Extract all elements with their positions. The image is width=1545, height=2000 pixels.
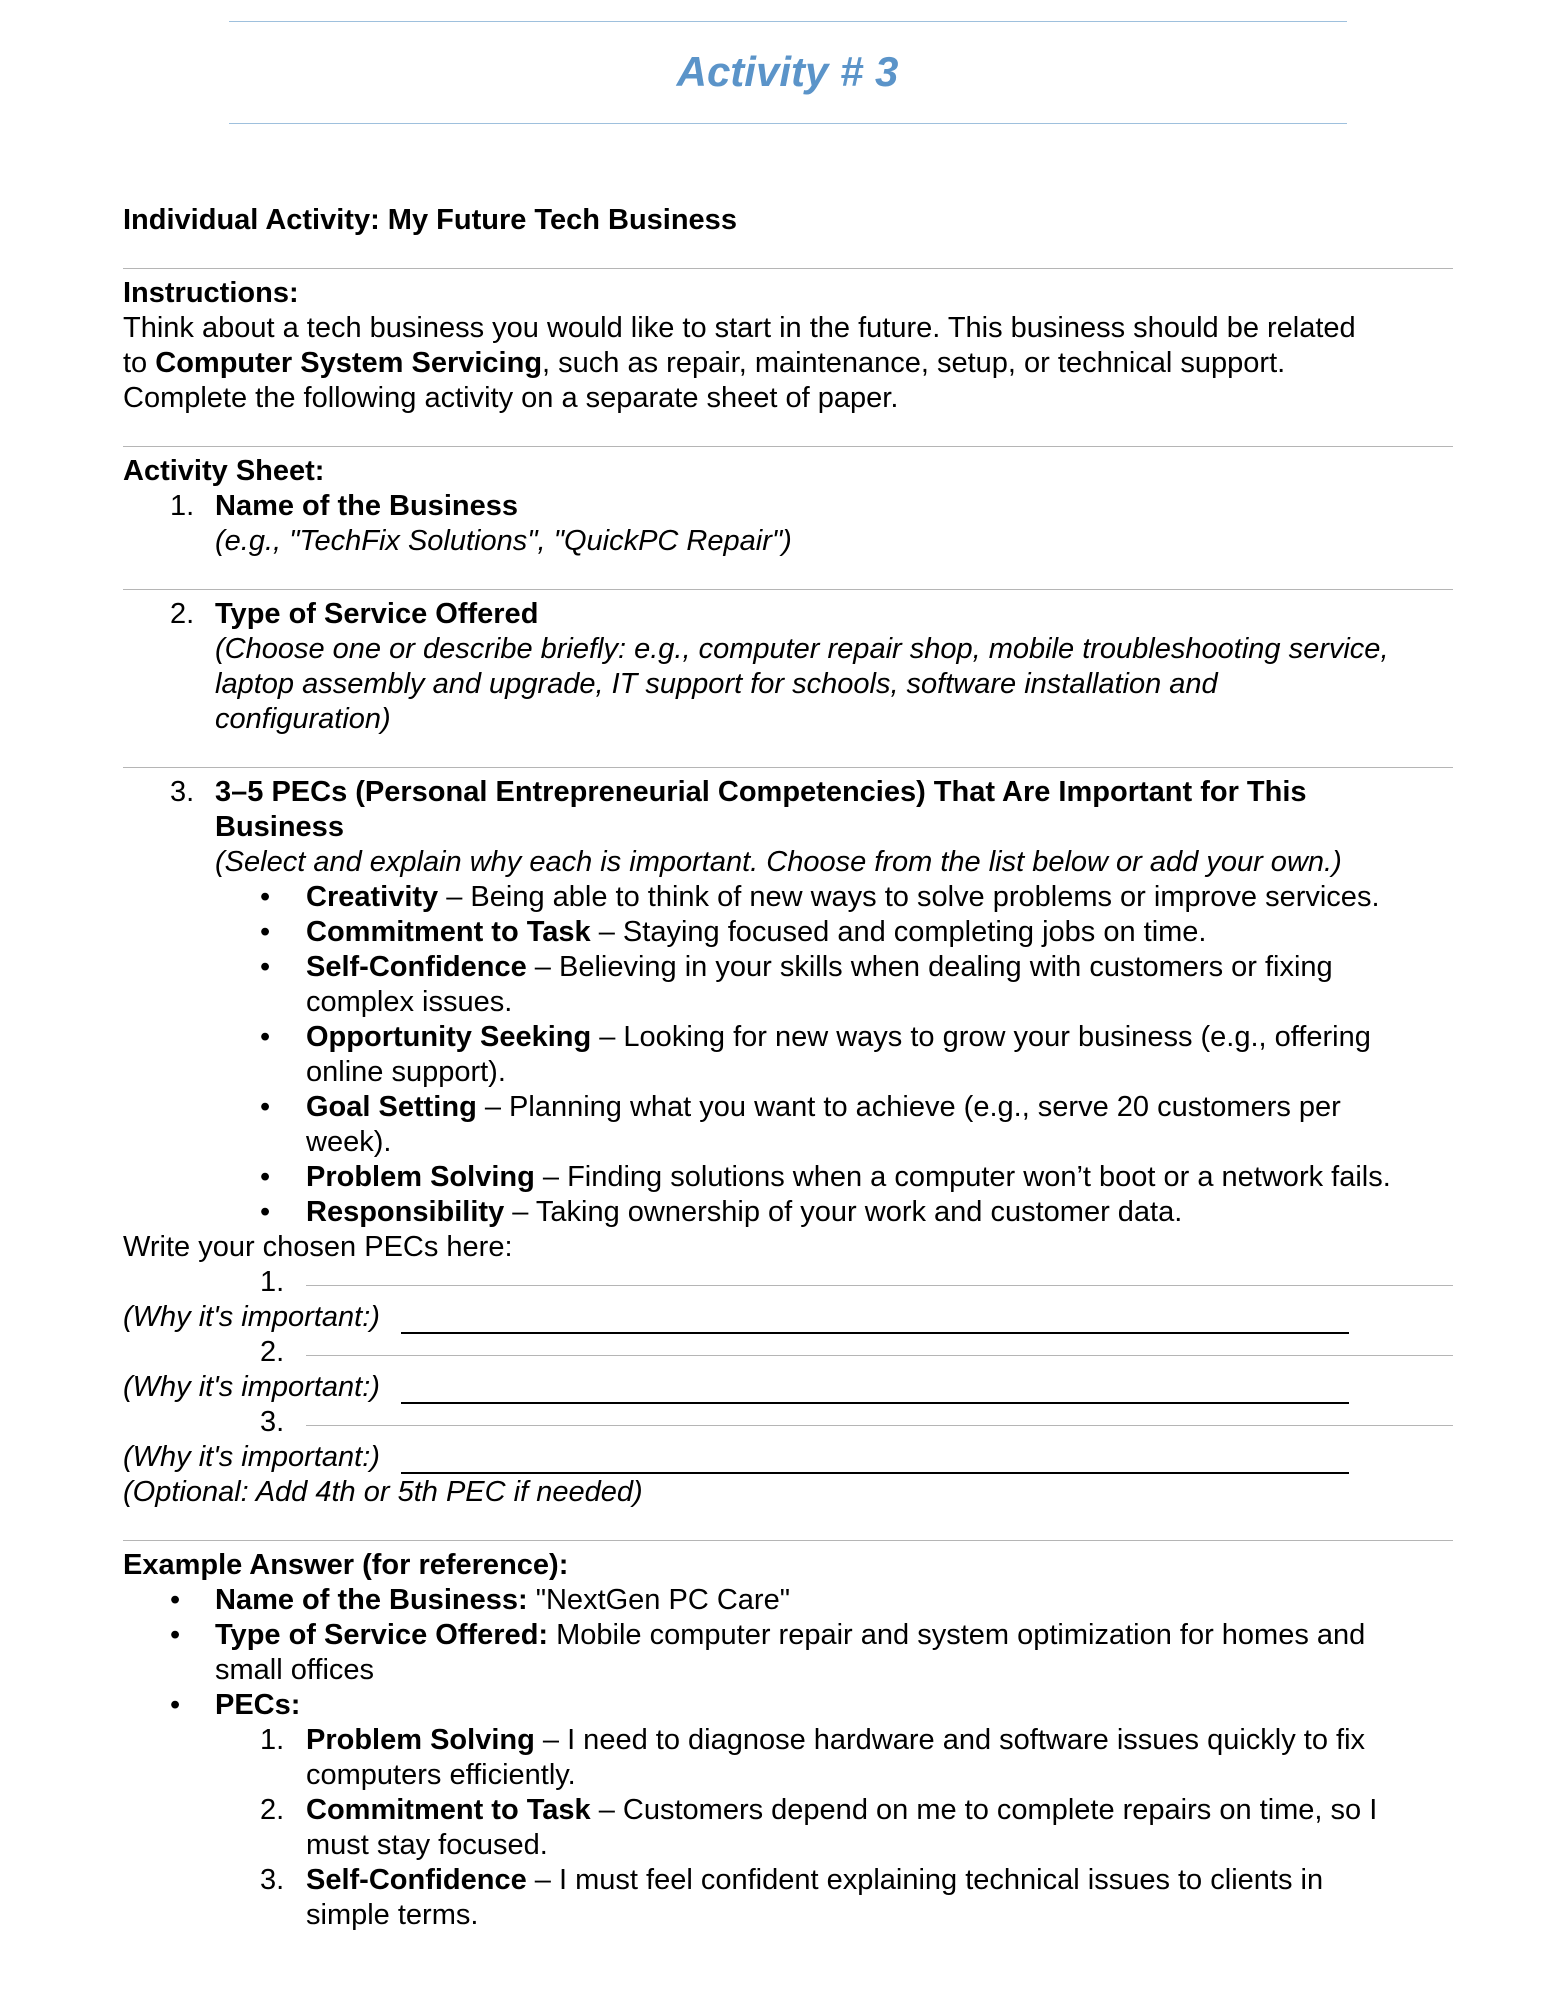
list-item bbox=[123, 1618, 1453, 1688]
list-item bbox=[123, 1160, 1453, 1195]
pec-desc: – Staying focused and completing jobs on time. bbox=[590, 916, 1207, 948]
optional-note: (Optional: Add 4th or 5th PEC if needed) bbox=[123, 1476, 643, 1508]
bullet: • bbox=[170, 1584, 181, 1616]
list-item bbox=[123, 1793, 1453, 1863]
item-desc-line-3: configuration) bbox=[215, 703, 391, 735]
item-title-line-1: 3–5 PECs (Personal Entrepreneurial Competencies) That Are Important for This bbox=[215, 776, 1307, 808]
pec-name: Responsibility bbox=[306, 1196, 505, 1228]
why-label: (Why it's important:) bbox=[123, 1301, 380, 1333]
example-pec-desc: – I need to diagnose hardware and software issues quickly to fix bbox=[534, 1724, 1366, 1756]
example-pec-name: Problem Solving bbox=[306, 1724, 535, 1756]
instructions-line-3: Complete the following activity on a separate sheet of paper. bbox=[123, 382, 899, 414]
example-pecs-label: PECs: bbox=[215, 1689, 301, 1721]
list-item bbox=[123, 880, 1453, 915]
why-label: (Why it's important:) bbox=[123, 1441, 380, 1473]
page-title: Activity # 3 bbox=[676, 48, 899, 95]
pec-desc: – Being able to think of new ways to solve problems or improve services. bbox=[438, 881, 1380, 913]
sheet-item-3 bbox=[123, 775, 1453, 880]
example-pec-number: 3. bbox=[260, 1864, 285, 1896]
example-section bbox=[123, 1548, 1453, 1933]
example-pec-number: 1. bbox=[260, 1724, 285, 1756]
pec-name: Commitment to Task bbox=[306, 916, 591, 948]
pec-desc-cont: complex issues. bbox=[306, 986, 513, 1018]
example-type-label: Type of Service Offered: bbox=[215, 1619, 549, 1651]
example-pec-desc: – Customers depend on me to complete repairs on time, so I bbox=[590, 1794, 1378, 1826]
example-type-value: Mobile computer repair and system optimization for homes and bbox=[548, 1619, 1366, 1651]
why-label: (Why it's important:) bbox=[123, 1371, 380, 1403]
bullet: • bbox=[260, 951, 271, 983]
sheet-item-1 bbox=[123, 489, 1453, 559]
list-item bbox=[123, 1863, 1453, 1933]
blank-number: 2. bbox=[260, 1336, 285, 1368]
bullet: • bbox=[260, 1021, 271, 1053]
list-item bbox=[123, 1583, 1453, 1618]
why-row bbox=[123, 1300, 1453, 1335]
example-pec-desc-cont: must stay focused. bbox=[306, 1829, 548, 1861]
list-item bbox=[123, 950, 1453, 1020]
bullet: • bbox=[260, 916, 271, 948]
pec-blank-row bbox=[123, 1335, 1453, 1370]
instructions-heading: Instructions: bbox=[123, 277, 299, 309]
pec-name: Problem Solving bbox=[306, 1161, 535, 1193]
list-item bbox=[123, 915, 1453, 950]
item-number: 1. bbox=[170, 490, 195, 522]
pec-desc: – Taking ownership of your work and customer data. bbox=[504, 1196, 1183, 1228]
blank-number: 3. bbox=[260, 1406, 285, 1438]
pec-name: Creativity bbox=[306, 881, 439, 913]
pec-blanks bbox=[123, 1265, 1453, 1475]
pec-blank-row bbox=[123, 1405, 1453, 1440]
pec-blank-row bbox=[123, 1265, 1453, 1300]
why-answer-line[interactable] bbox=[401, 1472, 1349, 1474]
pec-name: Self-Confidence bbox=[306, 951, 527, 983]
bullet: • bbox=[260, 1196, 271, 1228]
item-desc: (Select and explain why each is important. Choose from the list below or add your own.) bbox=[215, 846, 1342, 878]
example-heading: Example Answer (for reference): bbox=[123, 1549, 569, 1581]
instructions-bold-term: Computer System Servicing bbox=[155, 347, 543, 379]
bullet: • bbox=[170, 1689, 181, 1721]
item-number: 2. bbox=[170, 598, 195, 630]
pec-desc-cont: online support). bbox=[306, 1056, 506, 1088]
pec-desc: – Finding solutions when a computer won’t boot or a network fails. bbox=[534, 1161, 1391, 1193]
why-answer-line[interactable] bbox=[401, 1402, 1349, 1404]
write-prompt: Write your chosen PECs here: bbox=[123, 1231, 513, 1263]
example-name-label: Name of the Business: bbox=[215, 1584, 528, 1616]
example-pec-desc-cont: computers efficiently. bbox=[306, 1759, 576, 1791]
item-desc-line-1: (Choose one or describe briefly: e.g., computer repair shop, mobile troubleshooting service, bbox=[215, 633, 1389, 665]
item-desc-line-2: laptop assembly and upgrade, IT support for schools, software installation and bbox=[215, 668, 1218, 700]
pec-name: Goal Setting bbox=[306, 1091, 477, 1123]
pec-desc: – Believing in your skills when dealing with customers or fixing bbox=[526, 951, 1333, 983]
pec-desc: – Looking for new ways to grow your business (e.g., offering bbox=[591, 1021, 1371, 1053]
pec-answer-line[interactable] bbox=[306, 1285, 1453, 1286]
pec-desc-cont: week). bbox=[306, 1126, 392, 1158]
why-row bbox=[123, 1440, 1453, 1475]
list-item bbox=[123, 1195, 1453, 1230]
bullet: • bbox=[260, 1161, 271, 1193]
example-pec-name: Commitment to Task bbox=[306, 1794, 591, 1826]
bullet: • bbox=[260, 1091, 271, 1123]
list-item bbox=[123, 1723, 1453, 1793]
blank-number: 1. bbox=[260, 1266, 285, 1298]
instructions-section bbox=[123, 276, 1453, 416]
activity-title: Individual Activity: My Future Tech Business bbox=[123, 204, 737, 236]
example-pec-number: 2. bbox=[260, 1794, 285, 1826]
why-row bbox=[123, 1370, 1453, 1405]
why-answer-line[interactable] bbox=[401, 1332, 1349, 1334]
pec-answer-line[interactable] bbox=[306, 1425, 1453, 1426]
item-title: Name of the Business bbox=[215, 490, 518, 522]
example-pec-name: Self-Confidence bbox=[306, 1864, 527, 1896]
pec-answer-line[interactable] bbox=[306, 1355, 1453, 1356]
instructions-line-2-pre: to bbox=[123, 347, 156, 379]
item-example: (e.g., "TechFix Solutions", "QuickPC Repair") bbox=[215, 525, 792, 557]
title-top-rule bbox=[229, 21, 1347, 22]
activity-sheet-heading: Activity Sheet: bbox=[123, 455, 325, 487]
item-number: 3. bbox=[170, 776, 195, 808]
sheet-item-2 bbox=[123, 597, 1453, 737]
pec-list bbox=[123, 880, 1453, 1230]
bullet: • bbox=[170, 1619, 181, 1651]
example-pec-desc-cont: simple terms. bbox=[306, 1899, 479, 1931]
instructions-line-2-post: , such as repair, maintenance, setup, or technical support. bbox=[542, 347, 1286, 379]
example-pec-desc: – I must feel confident explaining technical issues to clients in bbox=[526, 1864, 1324, 1896]
instructions-line-1: Think about a tech business you would like to start in the future. This business should be related bbox=[123, 312, 1356, 344]
list-item bbox=[123, 1688, 1453, 1723]
list-item bbox=[123, 1020, 1453, 1090]
item-title-line-2: Business bbox=[215, 811, 344, 843]
document-body bbox=[123, 203, 1453, 1933]
instructions-line-2 bbox=[123, 346, 1453, 381]
example-name-value: "NextGen PC Care" bbox=[527, 1584, 790, 1616]
pec-desc: – Planning what you want to achieve (e.g., serve 20 customers per bbox=[476, 1091, 1341, 1123]
bullet: • bbox=[260, 881, 271, 913]
example-type-value-cont: small offices bbox=[215, 1654, 375, 1686]
list-item bbox=[123, 1090, 1453, 1160]
title-bottom-rule bbox=[229, 123, 1347, 124]
pec-name: Opportunity Seeking bbox=[306, 1021, 592, 1053]
item-title: Type of Service Offered bbox=[215, 598, 539, 630]
